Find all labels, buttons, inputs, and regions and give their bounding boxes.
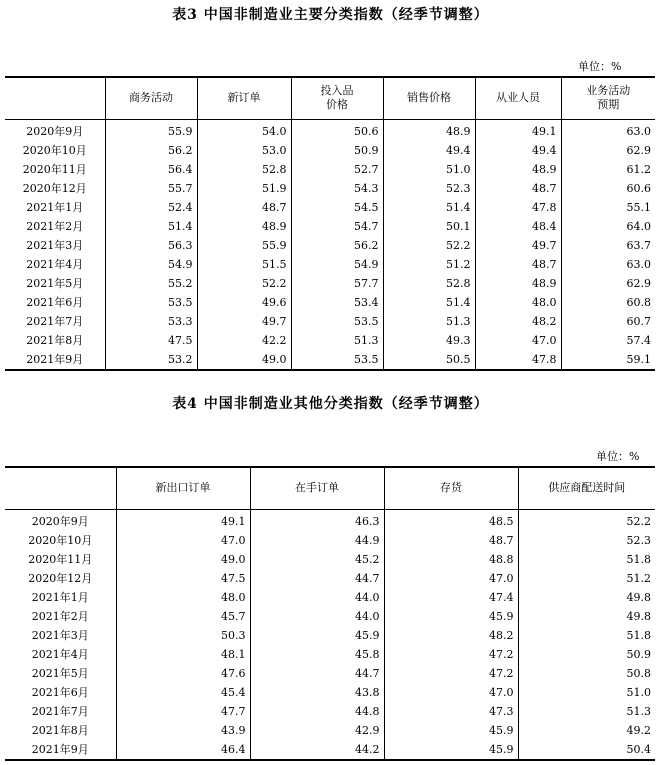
index-value-cell: 42.2 [197,331,291,350]
table3-column-header: 商务活动 [105,77,197,119]
index-value-cell: 61.2 [561,160,655,179]
index-value-cell: 50.9 [291,141,383,160]
table3-column-header: 从业人员 [475,77,561,119]
index-value-cell: 45.4 [116,683,250,702]
table-row [5,588,655,607]
row-month-label: 2021年7月 [31,705,89,718]
index-value-cell: 50.1 [383,217,475,236]
table-row [5,626,655,645]
table3-corner-cell [5,77,105,119]
index-value-cell: 49.4 [383,141,475,160]
index-value-cell: 63.0 [561,119,655,141]
index-value-cell: 49.7 [475,236,561,255]
index-value-cell: 51.3 [383,312,475,331]
table-row [5,198,655,217]
index-value-cell: 47.3 [384,702,518,721]
row-month-label: 2020年11月 [22,163,87,176]
row-month-label: 2021年8月 [31,724,89,737]
index-value-cell: 48.9 [383,119,475,141]
index-value-cell: 56.2 [105,141,197,160]
index-value-cell: 57.7 [291,274,383,293]
index-value-cell: 47.0 [475,331,561,350]
table3-header [5,77,655,119]
table4-corner-cell [5,467,116,509]
table-row [5,740,655,760]
index-value-cell: 53.4 [291,293,383,312]
index-value-cell: 48.7 [475,255,561,274]
index-value-cell: 50.3 [116,626,250,645]
index-value-cell: 49.8 [518,607,655,626]
index-value-cell: 46.4 [116,740,250,760]
table-row [5,179,655,198]
table-row [5,569,655,588]
index-value-cell: 62.9 [561,141,655,160]
index-value-cell: 48.0 [116,588,250,607]
table-row [5,721,655,740]
table-row [5,274,655,293]
row-month-label: 2020年10月 [28,534,93,547]
index-value-cell: 45.9 [384,740,518,760]
table3-unit-label: 单位：% [578,60,622,73]
table-row [5,160,655,179]
index-value-cell: 48.9 [475,274,561,293]
row-month-label: 2021年4月 [26,258,84,271]
table-row [5,664,655,683]
index-value-cell: 52.2 [383,236,475,255]
index-value-cell: 45.8 [250,645,384,664]
index-value-cell: 55.1 [561,198,655,217]
index-value-cell: 51.4 [383,198,475,217]
table-row [5,350,655,370]
table-row [5,236,655,255]
row-month-label: 2021年4月 [31,648,89,661]
index-value-cell: 52.3 [518,531,655,550]
index-value-cell: 45.2 [250,550,384,569]
table3-column-header: 业务活动 预期 [561,77,655,119]
index-value-cell: 56.4 [105,160,197,179]
index-value-cell: 48.2 [384,626,518,645]
index-value-cell: 44.8 [250,702,384,721]
table-row [5,607,655,626]
index-value-cell: 45.9 [384,607,518,626]
table4-unit-label: 单位：% [596,450,640,463]
index-value-cell: 44.0 [250,588,384,607]
table4-column-header: 新出口订单 [116,467,250,509]
row-month-label: 2021年1月 [31,591,89,604]
index-value-cell: 45.9 [250,626,384,645]
table-row [5,312,655,331]
index-value-cell: 52.4 [105,198,197,217]
index-value-cell: 51.3 [291,331,383,350]
index-value-cell: 49.8 [518,588,655,607]
index-value-cell: 44.9 [250,531,384,550]
index-value-cell: 55.2 [105,274,197,293]
index-value-cell: 50.6 [291,119,383,141]
index-value-cell: 50.4 [518,740,655,760]
row-month-label: 2021年3月 [31,629,89,642]
index-value-cell: 49.7 [197,312,291,331]
index-value-cell: 47.0 [384,569,518,588]
row-month-label: 2021年9月 [5,740,116,760]
index-value-cell: 47.2 [384,664,518,683]
index-value-cell: 49.0 [116,550,250,569]
index-value-cell: 51.0 [383,160,475,179]
index-value-cell: 49.6 [197,293,291,312]
index-value-cell: 53.0 [197,141,291,160]
index-value-cell: 60.7 [561,312,655,331]
index-value-cell: 51.4 [383,293,475,312]
table4-header [5,467,655,509]
row-month-label: 2021年8月 [26,334,84,347]
index-value-cell: 55.9 [197,236,291,255]
index-value-cell: 54.0 [197,119,291,141]
table-row [5,217,655,236]
table3-column-header: 新订单 [197,77,291,119]
row-month-label: 2021年6月 [31,686,89,699]
index-value-cell: 51.0 [518,683,655,702]
row-month-label: 2021年5月 [26,277,84,290]
index-value-cell: 47.5 [116,569,250,588]
index-value-cell: 53.2 [105,350,197,370]
index-value-cell: 51.2 [518,569,655,588]
index-value-cell: 48.9 [475,160,561,179]
index-value-cell: 47.0 [384,683,518,702]
index-value-cell: 48.4 [475,217,561,236]
index-value-cell: 54.7 [291,217,383,236]
index-value-cell: 53.5 [291,350,383,370]
index-value-cell: 48.8 [384,550,518,569]
index-value-cell: 44.7 [250,664,384,683]
row-month-label: 2021年9月 [5,350,105,370]
table-row [5,683,655,702]
table-row [5,141,655,160]
index-value-cell: 42.9 [250,721,384,740]
index-value-cell: 52.8 [383,274,475,293]
index-value-cell: 43.8 [250,683,384,702]
index-value-cell: 54.5 [291,198,383,217]
index-value-cell: 44.7 [250,569,384,588]
index-value-cell: 49.0 [197,350,291,370]
index-value-cell: 48.1 [116,645,250,664]
row-month-label: 2020年10月 [22,144,87,157]
index-value-cell: 62.9 [561,274,655,293]
index-value-cell: 45.7 [116,607,250,626]
table-row [5,702,655,721]
table-row [5,255,655,274]
table3-column-header: 投入品 价格 [291,77,383,119]
index-value-cell: 63.7 [561,236,655,255]
index-value-cell: 44.2 [250,740,384,760]
index-value-cell: 52.8 [197,160,291,179]
index-value-cell: 55.7 [105,179,197,198]
table-row [5,531,655,550]
index-value-cell: 52.7 [291,160,383,179]
table4-body [5,509,655,760]
index-value-cell: 60.8 [561,293,655,312]
table-row [5,509,655,531]
table-row [5,293,655,312]
row-month-label: 2020年12月 [22,182,87,195]
table4-title: 表4 中国非制造业其他分类指数（经季节调整） [172,396,489,412]
index-value-cell: 48.0 [475,293,561,312]
row-month-label: 2021年2月 [26,220,84,233]
table3-title: 表3 中国非制造业主要分类指数（经季节调整） [172,7,489,23]
row-month-label: 2021年3月 [26,239,84,252]
index-value-cell: 51.2 [383,255,475,274]
index-value-cell: 51.5 [197,255,291,274]
index-value-cell: 56.2 [291,236,383,255]
index-value-cell: 53.5 [105,293,197,312]
index-value-cell: 51.8 [518,626,655,645]
index-value-cell: 48.7 [197,198,291,217]
index-value-cell: 47.8 [475,198,561,217]
row-month-label: 2021年5月 [31,667,89,680]
table-row [5,331,655,350]
index-value-cell: 53.5 [291,312,383,331]
table4-column-header: 供应商配送时间 [518,467,655,509]
table-row [5,119,655,141]
index-value-cell: 53.3 [105,312,197,331]
index-value-cell: 63.0 [561,255,655,274]
index-value-cell: 45.9 [384,721,518,740]
index-value-cell: 48.7 [475,179,561,198]
index-value-cell: 59.1 [561,350,655,370]
index-value-cell: 64.0 [561,217,655,236]
index-value-cell: 57.4 [561,331,655,350]
index-value-cell: 49.1 [475,119,561,141]
row-month-label: 2021年6月 [26,296,84,309]
index-value-cell: 47.5 [105,331,197,350]
index-value-cell: 47.6 [116,664,250,683]
index-value-cell: 51.9 [197,179,291,198]
index-value-cell: 49.1 [116,509,250,531]
index-value-cell: 54.9 [105,255,197,274]
row-month-label: 2020年11月 [28,553,93,566]
row-month-label: 2020年9月 [26,125,84,138]
index-value-cell: 52.3 [383,179,475,198]
index-value-cell: 47.0 [116,531,250,550]
table4-column-header: 存货 [384,467,518,509]
index-value-cell: 50.5 [383,350,475,370]
index-value-cell: 49.3 [383,331,475,350]
index-value-cell: 51.3 [518,702,655,721]
index-value-cell: 55.9 [105,119,197,141]
row-month-label: 2021年2月 [31,610,89,623]
index-value-cell: 48.7 [384,531,518,550]
index-value-cell: 51.4 [105,217,197,236]
index-value-cell: 50.8 [518,664,655,683]
table3-body [5,119,655,370]
index-value-cell: 47.2 [384,645,518,664]
table3-column-header: 销售价格 [383,77,475,119]
index-value-cell: 60.6 [561,179,655,198]
index-value-cell: 48.5 [384,509,518,531]
index-value-cell: 54.9 [291,255,383,274]
table-row [5,645,655,664]
index-value-cell: 52.2 [197,274,291,293]
index-value-cell: 49.2 [518,721,655,740]
row-month-label: 2020年9月 [31,515,89,528]
row-month-label: 2020年12月 [28,572,93,585]
row-month-label: 2021年7月 [26,315,84,328]
index-value-cell: 46.3 [250,509,384,531]
index-value-cell: 51.8 [518,550,655,569]
index-value-cell: 49.4 [475,141,561,160]
index-value-cell: 50.9 [518,645,655,664]
index-value-cell: 54.3 [291,179,383,198]
index-value-cell: 47.8 [475,350,561,370]
table4 [5,466,655,761]
index-value-cell: 48.9 [197,217,291,236]
row-month-label: 2021年1月 [26,201,84,214]
table-row [5,550,655,569]
table3 [5,76,655,371]
index-value-cell: 44.0 [250,607,384,626]
table4-column-header: 在手订单 [250,467,384,509]
index-value-cell: 52.2 [518,509,655,531]
index-value-cell: 56.3 [105,236,197,255]
index-value-cell: 47.7 [116,702,250,721]
index-value-cell: 48.2 [475,312,561,331]
index-value-cell: 43.9 [116,721,250,740]
index-value-cell: 47.4 [384,588,518,607]
